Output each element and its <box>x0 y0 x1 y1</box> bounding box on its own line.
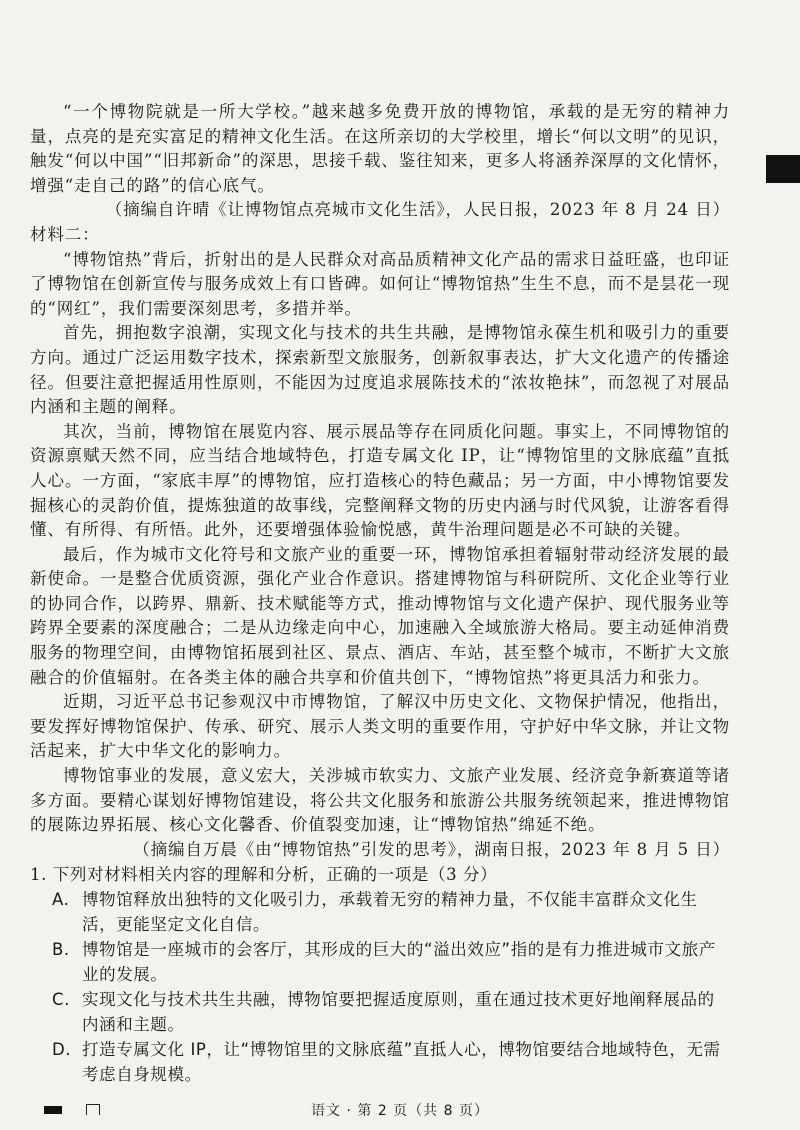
page-number: 语文 · 第 2 页（共 8 页） <box>311 1103 489 1119</box>
source-citation: （摘编自许晴《让博物馆点亮城市文化生活》，人民日报，2023 年 8 月 24 日） <box>105 200 730 220</box>
option-letter: A. <box>52 890 70 910</box>
paragraph: 博物馆事业的发展，意义宏大，关涉城市软实力、文旅产业发展、经济竞争新赛道等诸多方面。要精心谋划好博物馆建设，将公共文化服务和旅游公共服务统领起来，推进博物馆的展陈边界拓展、核心文化馨香、价值裂变加速，让“博物馆热”绵延不绝。 <box>30 766 730 835</box>
option-b[interactable] <box>30 937 730 987</box>
option-text: 打造专属文化 IP，让“博物馆里的文脉底蕴”直抵人心，博物馆要结合地域特色，无需考虑自身规模。 <box>82 1040 721 1085</box>
document-body <box>30 100 730 1087</box>
side-tab-marker <box>766 155 800 183</box>
option-d[interactable] <box>30 1037 730 1087</box>
option-text: 博物馆释放出独特的文化吸引力，承载着无穷的精神力量，不仅能丰富群众文化生活，更能坚定文化自信。 <box>82 890 698 935</box>
option-a[interactable] <box>30 887 730 937</box>
paragraph: 近期，习近平总书记参观汉中市博物馆，了解汉中历史文化、文物保护情况，他指出，要发挥好博物馆保护、传承、研究、展示人类文明的重要作用，守护好中华文脉，并让文物活起来，扩大中华文化的影响力。 <box>30 692 730 761</box>
option-text: 博物馆是一座城市的会客厅，其形成的巨大的“溢出效应”指的是有力推进城市文旅产业的发展。 <box>82 940 716 985</box>
option-text: 实现文化与技术共生共融，博物馆要把握适度原则，重在通过技术更好地阐释展品的内涵和主题。 <box>82 990 715 1035</box>
option-letter: C. <box>52 990 70 1010</box>
section-heading: 材料二： <box>30 224 100 244</box>
page-footer <box>0 1100 800 1124</box>
question-title: 1. 下列对材料相关内容的理解和分析，正确的一项是（3 分） <box>30 865 498 885</box>
option-c[interactable] <box>30 987 730 1037</box>
question-block <box>30 862 730 1087</box>
paragraph: 最后，作为城市文化符号和文旅产业的重要一环，博物馆承担着辐射带动经济发展的最新使命。一是整合优质资源，强化产业合作意识。搭建博物馆与科研院所、文化企业等行业的协同合作，以跨界、鼎新、技术赋能等方式，推动博物馆与文化遗产保护、现代服务业等跨界全要素的深度融合；二是从边缘走向中心，加速融入全域旅游大格局。要主动延伸消费服务的物理空间，由博物馆拓展到社区、景点、酒店、车站，甚至整个城市，不断扩大文旅融合的价值辐射。在各类主体的融合共享和价值共创下，“博物馆热”将更具活力和张力。 <box>30 544 730 687</box>
paragraph: 首先，拥抱数字浪潮，实现文化与技术的共生共融，是博物馆永葆生机和吸引力的重要方向。通过广泛运用数字技术，探索新型文旅服务，创新叙事表达，扩大文化遗产的传播途径。但要注意把握适用性原则，不能因为过度追求展陈技术的“浓妆艳抹”，而忽视了对展品内涵和主题的阐释。 <box>30 323 730 417</box>
option-letter: B. <box>52 940 70 960</box>
paragraph: “一个博物院就是一所大学校。”越来越多免费开放的博物馆，承载的是无穷的精神力量，点亮的是充实富足的精神文化生活。在这所亲切的大学校里，增长“何以文明”的见识，触发“何以中国”“旧邦新命”的深思，思接千载、鉴往知来，更多人将涵养深厚的文化情怀，增强“走自己的路”的信心底气。 <box>30 102 730 195</box>
paragraph: 其次，当前，博物馆在展览内容、展示展品等存在同质化问题。事实上，不同博物馆的资源禀赋天然不同，应当结合地域特色，打造专属文化 IP，让“博物馆里的文脉底蕴”直抵人心。一方面，“家底丰厚”的博物馆，应打造核心的特色藏品；另一方面，中小博物馆要发掘核心的灵韵价值，提炼独道的故事线，完整阐释文物的历史内涵与时代风貌，让游客看得懂、有所得、有所悟。此外，还要增强体验愉悦感，黄牛治理问题是必不可缺的关键。 <box>30 421 730 540</box>
option-letter: D. <box>52 1040 72 1060</box>
paragraph: “博物馆热”背后，折射出的是人民群众对高品质精神文化产品的需求日益旺盛，也印证了博物馆在创新宣传与服务成效上有口皆碑。如何让“博物馆热”生生不息，而不是昙花一现的“网红”，我们需要深刻思考，多措并举。 <box>30 249 730 318</box>
source-citation: （摘编自万晨《由“博物馆热”引发的思考》，湖南日报，2023 年 8 月 5 日） <box>133 839 730 859</box>
